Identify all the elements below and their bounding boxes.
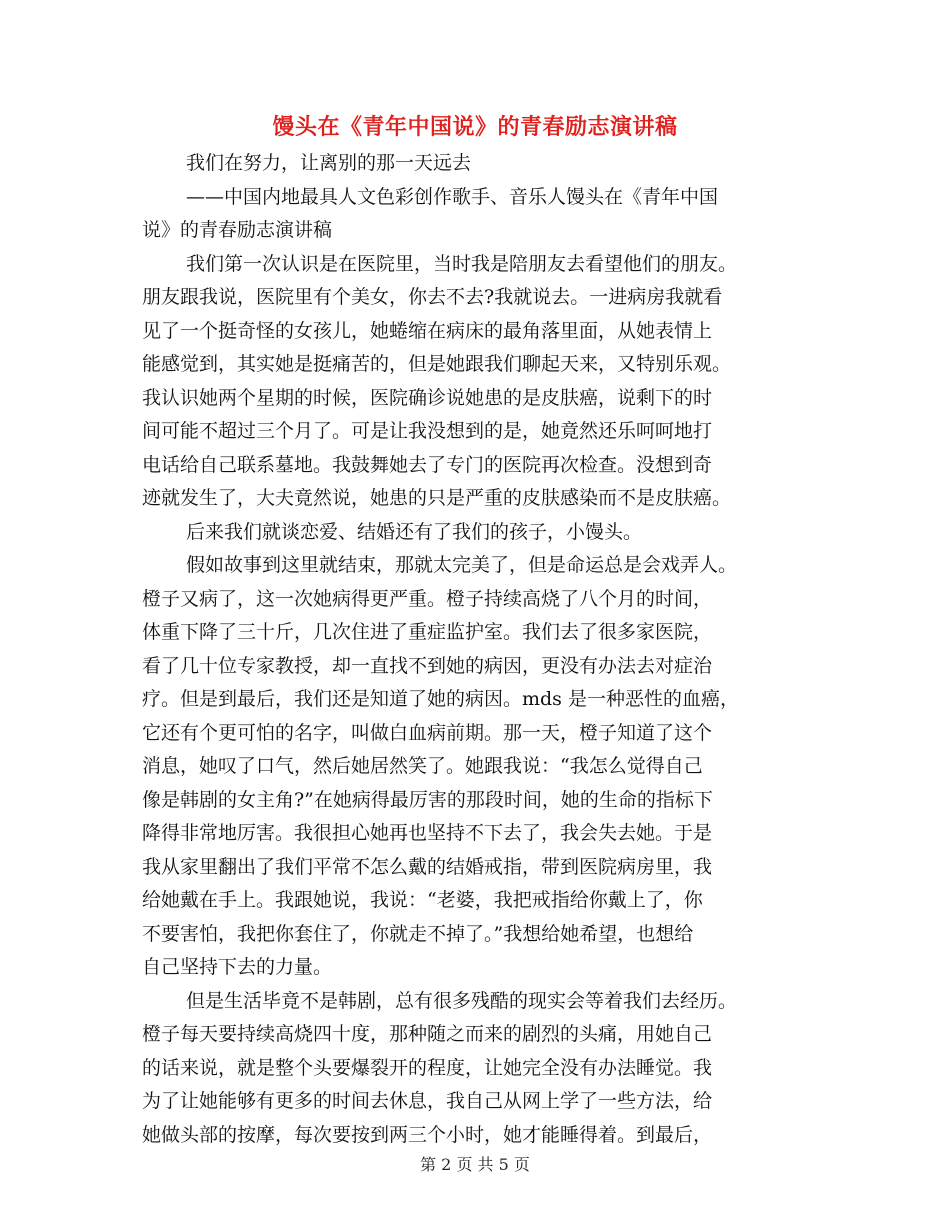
text-line: 体重下降了三十斤，几次住进了重症监护室。我们去了很多家医院， [142,621,713,643]
text-line: 后来我们就谈恋爱、结婚还有了我们的孩子，小馒头。 [186,520,643,543]
text-line: 电话给自己联系墓地。我鼓舞她去了专门的医院再次检查。没想到奇 [142,453,713,476]
text-line: 我从家里翻出了我们平常不怎么戴的结婚戒指，带到医院病房里，我 [142,855,713,878]
document-body [142,147,818,1152]
text-line: 她做头部的按摩，每次要按到两三个小时，她才能睡得着。到最后， [142,1123,713,1146]
text-line: 朋友跟我说，医院里有个美女，你去不去?我就说去。一进病房我就看 [142,286,723,308]
text-line: 给她戴在手上。我跟她说，我说：“老婆，我把戒指给你戴上了，你 [142,889,703,911]
text-line: 消息，她叹了口气，然后她居然笑了。她跟我说：“我怎么觉得自己 [142,755,703,777]
text-line: 见了一个挺奇怪的女孩儿，她蜷缩在病床的最角落里面，从她表情上 [142,319,713,342]
text-line: 迹就发生了，大夫竟然说，她患的只是严重的皮肤感染而不是皮肤癌。 [142,487,732,509]
text-line: 疗。但是到最后，我们还是知道了她的病因。mds 是一种恶性的血癌， [142,688,739,710]
text-line: 自己坚持下去的力量。 [142,956,333,978]
text-line: 降得非常地厉害。我很担心她再也坚持不下去了，我会失去她。于是 [142,822,713,844]
text-line: 我们在努力，让离别的那一天远去 [186,152,472,174]
text-line: 的话来说，就是整个头要爆裂开的程度，让她完全没有办法睡觉。我 [142,1056,713,1079]
text-line: 不要害怕，我把你套住了，你就走不掉了。”我想给她希望，也想给 [142,922,694,945]
text-line: 我认识她两个星期的时候，医院确诊说她患的是皮肤癌，说剩下的时 [142,386,713,409]
text-line: 它还有个更可怕的名字，叫做白血病前期。那一天，橙子知道了这个 [142,721,713,744]
text-line: 像是韩剧的女主角?”在她病得最厉害的那段时间，她的生命的指标下 [142,788,713,811]
text-line: 看了几十位专家教授，却一直找不到她的病因，更没有办法去对症治 [142,654,713,677]
text-line: ——中国内地最具人文色彩创作歌手、音乐人馒头在《青年中国 [186,185,719,208]
text-line: 能感觉到，其实她是挺痛苦的，但是她跟我们聊起天来，又特别乐观。 [142,353,732,375]
text-line: 但是生活毕竟不是韩剧，总有很多残酷的现实会等着我们去经历。 [186,989,738,1012]
text-line: 我们第一次认识是在医院里，当时我是陪朋友去看望他们的朋友。 [186,252,738,275]
text-line: 假如故事到这里就结束，那就太完美了，但是命运总是会戏弄人。 [186,554,738,576]
text-line: 为了让她能够有更多的时间去休息，我自己从网上学了一些方法，给 [142,1090,713,1112]
text-line: 橙子又病了，这一次她病得更严重。橙子持续高烧了八个月的时间， [142,587,713,610]
document-title: 馒头在《青年中国说》的青春励志演讲稿 [272,114,678,140]
text-line: 说》的青春励志演讲稿 [142,219,333,241]
text-line: 橙子每天要持续高烧四十度，那种随之而来的剧烈的头痛，用她自己 [142,1023,713,1045]
text-line: 间可能不超过三个月了。可是让我没想到的是，她竟然还乐呵呵地打 [142,420,713,442]
page-footer: 第 2 页 共 5 页 [420,1155,530,1174]
